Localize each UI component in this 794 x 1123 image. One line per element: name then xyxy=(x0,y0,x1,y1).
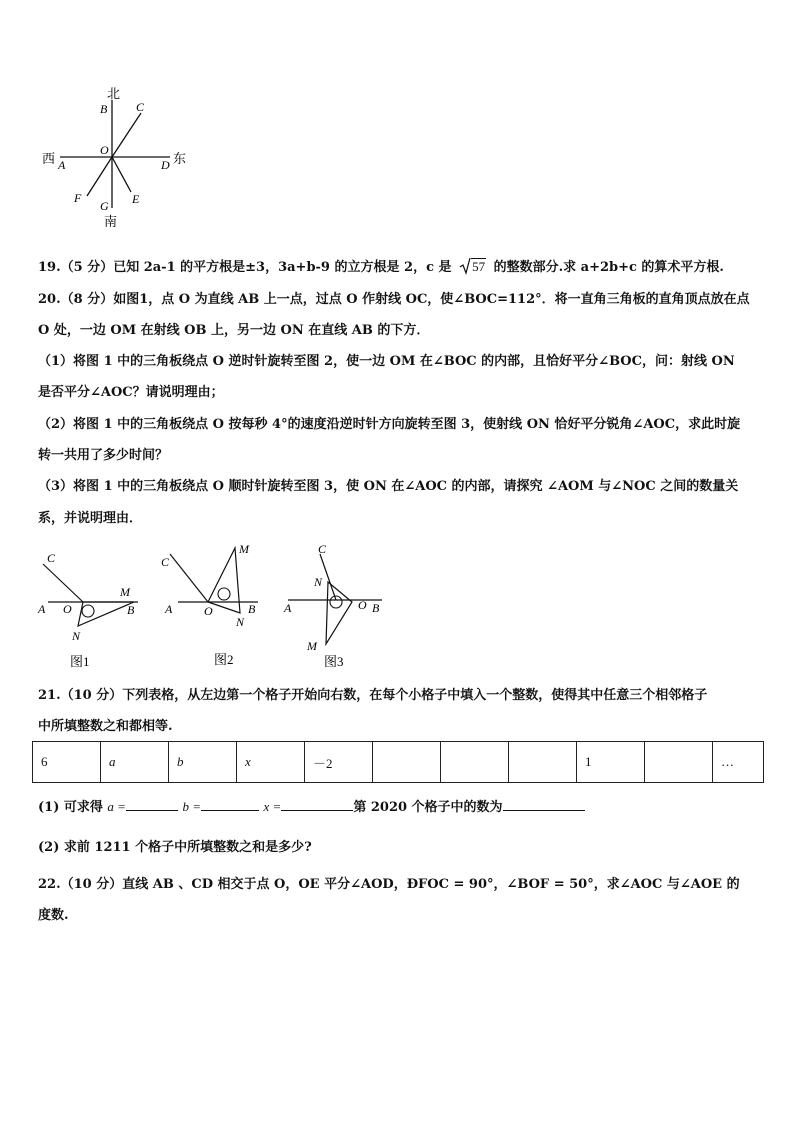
q21-sub1-prefix: (1) 可求得 xyxy=(38,800,103,815)
compass-point-b: B xyxy=(100,102,108,116)
q20-part3-line1: （3）将图 1 中的三角板绕点 O 顺时针旋转至图 3，使 ON 在∠AOC 的内部，请探究 ∠AOM 与∠NOC 之间的数量关 xyxy=(38,479,739,494)
q19-text-before: 19.（5 分）已知 2a-1 的平方根是±3，3a+b-9 的立方根是 2，c 是 xyxy=(38,260,452,275)
q21-answer-b-blank[interactable] xyxy=(201,798,259,811)
table-row xyxy=(33,742,764,783)
q19-text-after: 的整数部分.求 a+2b+c 的算术平方根. xyxy=(493,260,724,275)
fig3-label-a: A xyxy=(284,601,292,615)
compass-figure xyxy=(30,80,200,240)
fig1-label-b: B xyxy=(127,603,135,617)
fig1-label-n: N xyxy=(72,629,81,643)
q19-radicand: 57 xyxy=(472,259,486,274)
fig1-caption: 图1 xyxy=(70,654,90,669)
grid-cell: a xyxy=(101,742,169,783)
fig3-caption: 图3 xyxy=(324,654,344,669)
compass-west-label: 西 xyxy=(42,151,56,166)
fig3-label-m: M xyxy=(307,639,317,653)
q22-line1: 22.（10 分）直线 AB 、CD 相交于点 O，OE 平分∠AOD，ÐFOC = 90°，∠BOF = 50°，求∠AOC 与∠AOE 的 xyxy=(38,877,740,892)
q20-part3-line2: 系，并说明理由． xyxy=(38,511,143,526)
q21-answer-x-blank[interactable] xyxy=(281,798,353,811)
q21-line1: 21.（10 分）下列表格，从左边第一个格子开始向右数，在每个小格子中填入一个整数，使得其中任意三个相邻格子 xyxy=(38,688,708,703)
compass-point-c: C xyxy=(136,100,145,114)
fig3-label-c: C xyxy=(318,542,327,556)
fig3-label-o: O xyxy=(358,598,367,612)
compass-north-label: 北 xyxy=(107,86,121,101)
fig3-label-b: B xyxy=(372,601,380,615)
q21-answer-a-blank[interactable] xyxy=(126,798,178,811)
q19-sqrt xyxy=(459,257,486,276)
q20-part2-line1: （2）将图 1 中的三角板绕点 O 按每秒 4°的速度沿逆时针方向旋转至图 3，使射线 ON 恰好平分锐角∠AOC，求此时旋 xyxy=(38,417,741,432)
fig1-label-a: A xyxy=(38,602,46,616)
question-19 xyxy=(38,257,724,276)
compass-east-label: 东 xyxy=(173,151,187,166)
figure-3 xyxy=(283,542,382,669)
fig2-label-b: B xyxy=(248,602,256,616)
grid-cell: … xyxy=(713,742,764,783)
compass-point-e: E xyxy=(132,192,140,206)
q21-subquestion-2: (2) 求前 1211 个格子中所填整数之和是多少? xyxy=(38,840,312,855)
grid-cell xyxy=(441,742,509,783)
q21-sub1-suffix: 第 2020 个格子中的数为 xyxy=(353,800,503,815)
grid-cell: －2 xyxy=(305,742,373,783)
fig2-label-o: O xyxy=(204,604,213,618)
fig2-label-m: M xyxy=(239,542,249,556)
q22-line2: 度数. xyxy=(38,908,69,923)
figure-2 xyxy=(161,542,258,667)
grid-cell: x xyxy=(237,742,305,783)
fig2-caption: 图2 xyxy=(214,652,234,667)
q20-line1: 20.（8 分）如图1，点 O 为直线 AB 上一点，过点 O 作射线 OC，使∠BOC=112°．将一直角三角板的直角顶点放在点 xyxy=(38,292,750,307)
q21-number-grid xyxy=(32,741,764,783)
fig2-label-n: N xyxy=(236,615,245,629)
compass-point-g: G xyxy=(100,199,109,213)
grid-cell: 1 xyxy=(577,742,645,783)
fig1-label-c: C xyxy=(47,551,56,565)
compass-point-o: O xyxy=(100,143,109,157)
figure-1 xyxy=(37,551,138,669)
fig1-label-o: O xyxy=(63,602,72,616)
fig2-label-c: C xyxy=(161,555,170,569)
q21-sub1-a-label: a = xyxy=(107,799,126,814)
grid-cell: 6 xyxy=(33,742,101,783)
q21-sub1-x-label: x = xyxy=(263,799,282,814)
grid-cell xyxy=(509,742,577,783)
compass-point-f: F xyxy=(74,191,82,205)
q20-figures xyxy=(30,540,400,670)
q20-line2: O 处，一边 OM 在射线 OB 上，另一边 ON 在直线 AB 的下方． xyxy=(38,323,430,338)
q20-part1-line2: 是否平分∠AOC？请说明理由； xyxy=(38,385,224,400)
compass-point-d: D xyxy=(161,158,170,172)
fig1-label-m: M xyxy=(120,585,130,599)
q20-part2-line2: 转一共用了多少时间？ xyxy=(38,448,169,463)
grid-cell xyxy=(645,742,713,783)
compass-south-label: 南 xyxy=(104,214,118,229)
fig2-label-a: A xyxy=(165,602,173,616)
grid-cell: b xyxy=(169,742,237,783)
fig3-label-n: N xyxy=(314,575,323,589)
compass-point-a: A xyxy=(58,158,66,172)
sqrt-sign-icon xyxy=(459,257,471,275)
q20-part1-line1: （1）将图 1 中的三角板绕点 O 逆时针旋转至图 2，使一边 OM 在∠BOC 的内部，且恰好平分∠BOC，问：射线 ON xyxy=(38,354,735,369)
q21-line2: 中所填整数之和都相等. xyxy=(38,719,173,734)
q21-subquestion-1 xyxy=(38,798,585,816)
q21-answer-2020-blank[interactable] xyxy=(503,798,585,811)
grid-cell xyxy=(373,742,441,783)
q21-sub1-b-label: b = xyxy=(182,799,201,814)
